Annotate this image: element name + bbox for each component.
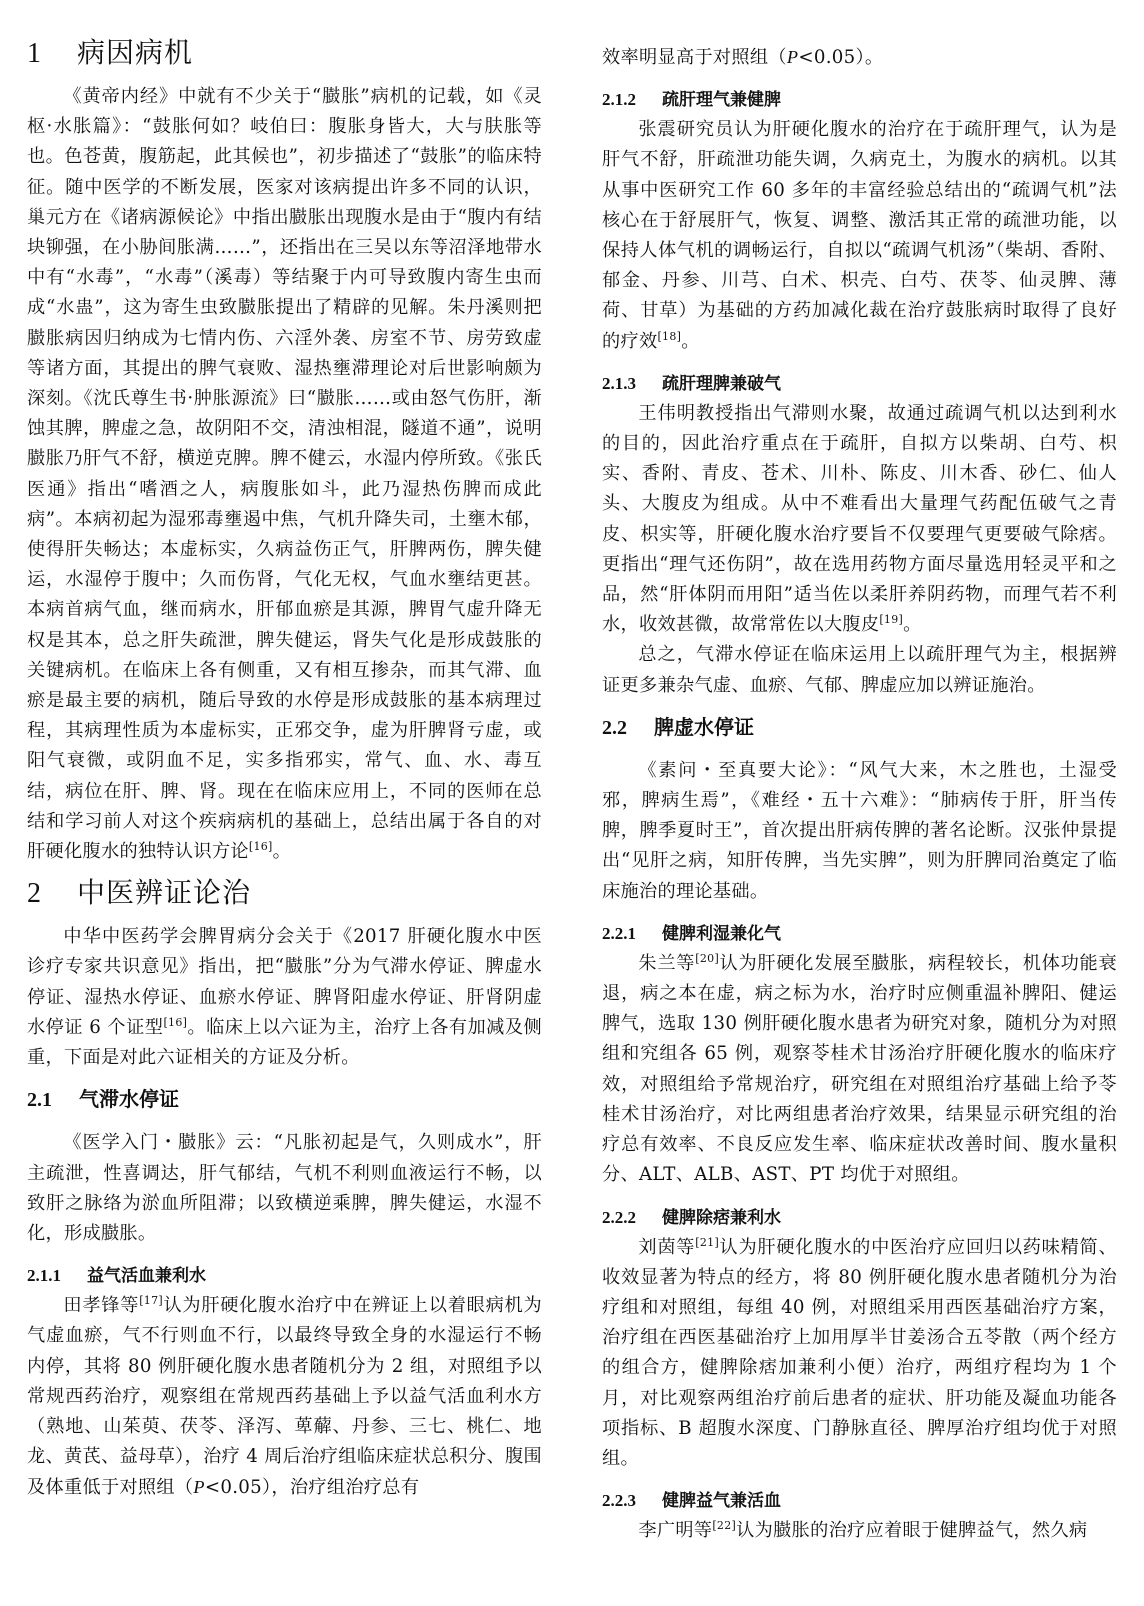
subsubsection-title: 疏肝理气兼健脾 [662,90,781,111]
subsection-title: 气滞水停证 [79,1087,179,1112]
paragraph-text: 《黄帝内经》中就有不少关于“臌胀”病机的记载，如《灵枢·水胀篇》：“鼓胀何如？岐伯曰：腹胀身皆大，大与肤胀等也。色苍黄，腹筋起，此其候也”，初步描述了“鼓胀”的临床特征。随中医学的不断发展，医家对该病提出许多不同的认识，巢元方在《诸病源候论》中指出臌胀出现腹水是由于“腹内有结块铆强，在小胁间胀满……”，还指出在三吴以东等沼泽地带水中有“水毒”，“水毒”（溪毒）等结聚于内可导致腹内寄生虫而成“水蛊”，这为寄生虫致臌胀提出了精辟的见解。朱丹溪则把臌胀病因归纳成为七情内伤、六淫外袭、房室不节、房劳致虚等诸方面，其提出的脾气衰败、湿热壅滞理论对后世影响颇为深刻。《沈氏尊生书·肿胀源流》曰“臌胀……或由怒气伤肝，渐蚀其脾，脾虚之急，故阴阳不交，清浊相混，隧道不通”，说明臌胀乃肝气不舒，横逆克脾。脾不健云，水湿内停所致。《张氏医通》指出“嗜酒之人，病腹胀如斗，此乃湿热伤脾而成此病”。本病初起为湿邪毒壅遏中焦，气机升降失司，土壅木郁，使得肝失畅达；本虚标实，久病益伤正气，肝脾两伤，脾失健运，水湿停于腹中；久而伤肾，气化无权，气血水壅结更甚。本病首病气血，继而病水，肝郁血瘀是其源，脾胃气虚升降无权是其本，总之肝失疏泄，脾失健运，肾失气化是形成鼓胀的关键病机。在临床上各有侧重，又有相互掺杂，而其气滞、血瘀是最主要的病机，随后导致的水停是形成鼓胀的基本病理过程，其病理性质为本虚标实，正邪交争，虚为肝脾肾亏虚，或阳气衰微，或阴血不足，实多指邪实，常气、血、水、毒互结，病位在肝、脾、肾。现在在临床应用上，不同的医师在总结和学习前人对这个疾病病机的基础上，总结出属于各自的对肝硬化腹水的独特认识方论 [27,86,542,863]
citation: [22] [712,1519,737,1533]
paragraph-text-end: 。 [272,841,292,863]
subsubsection-heading-2-1-1 [27,1261,542,1291]
paragraph-text: 张震研究员认为肝硬化腹水的治疗在于疏肝理气，认为是肝气不舒，肝疏泄功能失调，久病克土，为腹水的病机。以其从事中医研究工作 60 多年的丰富经验总结出的“疏调气机”法核心在于舒展肝气，恢复、调整、激活其正常的疏泄功能，以保持人体气机的调畅运行，自拟以“疏调气机汤”（柴胡、香附、郁金、丹参、川芎、白术、枳壳、白芍、茯苓、仙灵脾、薄荷、甘草）为基础的方药加减化裁在治疗鼓胀病时取得了良好的疗效 [602,119,1117,352]
paragraph-syndrome-types [27,922,542,1073]
paragraph-liu-study [602,1233,1117,1475]
section-number: 1 [27,38,42,69]
paragraph-wang-study [602,399,1117,641]
paragraph-text: 效率明显高于对照组（ [602,47,787,68]
paragraph-text: 认为肝硬化腹水治疗中在辨证上以着眼病机为气虚血瘀，气不行则血不行，以最终导致全身的水湿运行不畅内停，其将 80 例肝硬化腹水患者随机分为 2 组，对照组予以常规西药治疗，观察组在常规西药基础上予以益气活血利水方（熟地、山茱萸、茯苓、泽泻、萆薢、丹参、三七、桃仁、地龙、黄芪、益母草），治疗 4 周后治疗组临床症状总积分、腹围及体重低于对照组（ [27,1295,542,1499]
paragraph-text: 认为肝硬化发展至臌胀，病程较长，机体功能衰退，病之本在虚，病之标为水，治疗时应侧重温补脾阳、健运脾气，选取 130 例肝硬化腹水患者为研究对象，随机分为对照组和究组各 65 例，观察苓桂术甘汤治疗肝硬化腹水的临床疗效，对照组给予常规治疗，研究组在对照组治疗基础上给予苓桂术甘汤治疗，对比两组患者治疗效果，结果显示研究组的治疗总有效率、不良反应发生率、临床症状改善时间、腹水量积分、ALT、ALB、AST、PT 均优于对照组。 [602,952,1117,1186]
subsubsection-title: 健脾除痞兼利水 [662,1207,781,1228]
author-text: 李广明等 [638,1520,713,1542]
paragraph-text: 认为臌胀的治疗应着眼于健脾益气，然久病 [736,1520,1088,1542]
paragraph-spleen-deficiency [602,756,1117,907]
subsubsection-number: 2.2.2 [602,1207,636,1227]
section-heading-2 [27,873,542,914]
p-value-symbol: P [193,1477,205,1498]
author-text: 田孝锋等 [63,1295,140,1317]
paragraph-qi-stagnation [27,1128,542,1249]
section-title: 中医辨证论治 [77,876,252,910]
subsubsection-heading-2-2-3 [602,1486,1117,1516]
paragraph-text-end: <0.05）。 [798,47,884,68]
subsubsection-heading-2-2-2 [602,1203,1117,1233]
citation: [21] [695,1235,720,1249]
paragraph-text-end: <0.05），治疗组治疗总有 [204,1477,420,1499]
paragraph-continuation [602,42,1117,73]
citation: [16] [248,840,273,854]
section-title: 病因病机 [77,36,194,69]
section-number: 2 [27,878,42,910]
paragraph-text: 《医学入门・臌胀》云：“凡胀初起是气，久则成水”，肝主疏泄，性喜调达，肝气郁结，气机不利则血液运行不畅，以致肝之脉络为淤血所阻滞；以致横逆乘脾，脾失健运，水湿不化，形成臌胀。 [27,1132,542,1244]
subsubsection-heading-2-2-1 [602,919,1117,949]
section-heading-1 [27,33,542,74]
paragraph-summary [602,640,1117,700]
subsection-heading-2-2 [602,711,1117,744]
paragraph-zhu-study [602,949,1117,1191]
paragraph-etiology [27,82,542,867]
author-text: 刘茵等 [638,1236,696,1258]
subsubsection-title: 疏肝理脾兼破气 [662,373,781,394]
subsection-number: 2.1 [27,1089,52,1112]
citation: [18] [657,329,682,343]
paragraph-li-study [602,1516,1117,1546]
citation: [20] [695,951,720,965]
subsection-number: 2.2 [602,716,627,739]
paragraph-text-end: 。临床上以六证为主，治疗上各有加减及侧重，下面是对此六证相关的方证及分析。 [27,1016,542,1069]
paragraph-text: 《素问・至真要大论》：“风气大来，木之胜也，土湿受邪，脾病生焉”，《难经・五十六难》：“肺病传于肝，肝当传脾，脾季夏时王”，首次提出肝病传脾的著名论断。汉张仲景提出“见肝之病，知肝传脾，当先实脾”，则为肝脾同治奠定了临床施治的理论基础。 [602,759,1117,902]
right-column [602,0,1117,1546]
subsection-heading-2-1 [27,1083,542,1116]
subsection-title: 脾虚水停证 [654,714,754,739]
paragraph-zhang-study [602,115,1117,357]
citation: [17] [139,1294,163,1308]
subsubsection-number: 2.2.1 [602,923,636,943]
paragraph-text: 总之，气滞水停证在临床运用上以疏肝理气为主，根据辨证更多兼杂气虚、血瘀、气郁、脾虚应加以辨证施治。 [602,644,1117,696]
paragraph-text-end: 。 [681,330,700,352]
citation: [19] [879,613,904,627]
subsubsection-number: 2.1.2 [602,90,636,110]
subsubsection-title: 益气活血兼利水 [87,1266,206,1287]
paragraph-text: 中华中医药学会脾胃病分会关于《2017 肝硬化腹水中医诊疗专家共识意见》指出，把“臌胀”分为气滞水停证、脾虚水停证、湿热水停证、血瘀水停证、脾肾阳虚水停证、肝肾阴虚水停证 6 个证型 [27,926,542,1038]
left-column [27,0,542,1504]
paragraph-text: 认为肝硬化腹水的中医治疗应回归以药味精简、收效显著为特点的经方，将 80 例肝硬化腹水患者随机分为治疗组和对照组，每组 40 例，对照组采用西医基础治疗方案，治疗组在西医基础治疗上加用厚半甘姜汤合五苓散（两个经方的组合方，健脾除痞加兼利小便）治疗，两组疗程均为 1 个月，对比观察两组治疗前后患者的症状、肝功能及凝血功能各项指标、B 超腹水深度、门静脉直径、脾厚治疗组均优于对照组。 [602,1236,1117,1469]
p-value-symbol: P [786,47,799,67]
paragraph-text-end: 。 [903,614,922,636]
paragraph-text: 王伟明教授指出气滞则水聚，故通过疏调气机以达到利水的目的，因此治疗重点在于疏肝，自拟方以柴胡、白芍、枳实、香附、青皮、苍术、川朴、陈皮、川木香、砂仁、仙人头、大腹皮为组成。从中不难看出大量理气药配伍破气之青皮、枳实等，肝硬化腹水治疗要旨不仅要理气更要破气除痞。更指出“理气还伤阴”，故在选用药物方面尽量选用轻灵平和之品，然“肝体阴而用阳”适当佐以柔肝养阴药物，而理气若不利水，收效甚微，故常常佐以大腹皮 [602,402,1117,636]
subsubsection-number: 2.1.1 [27,1266,61,1286]
subsubsection-number: 2.2.3 [602,1491,636,1511]
paragraph-tian-study [27,1291,542,1503]
subsubsection-title: 健脾利湿兼化气 [662,923,781,944]
citation: [16] [163,1015,188,1029]
subsubsection-title: 健脾益气兼活血 [662,1491,781,1512]
subsubsection-heading-2-1-2 [602,85,1117,115]
subsubsection-number: 2.1.3 [602,373,636,393]
subsubsection-heading-2-1-3 [602,369,1117,399]
author-text: 朱兰等 [638,952,696,974]
